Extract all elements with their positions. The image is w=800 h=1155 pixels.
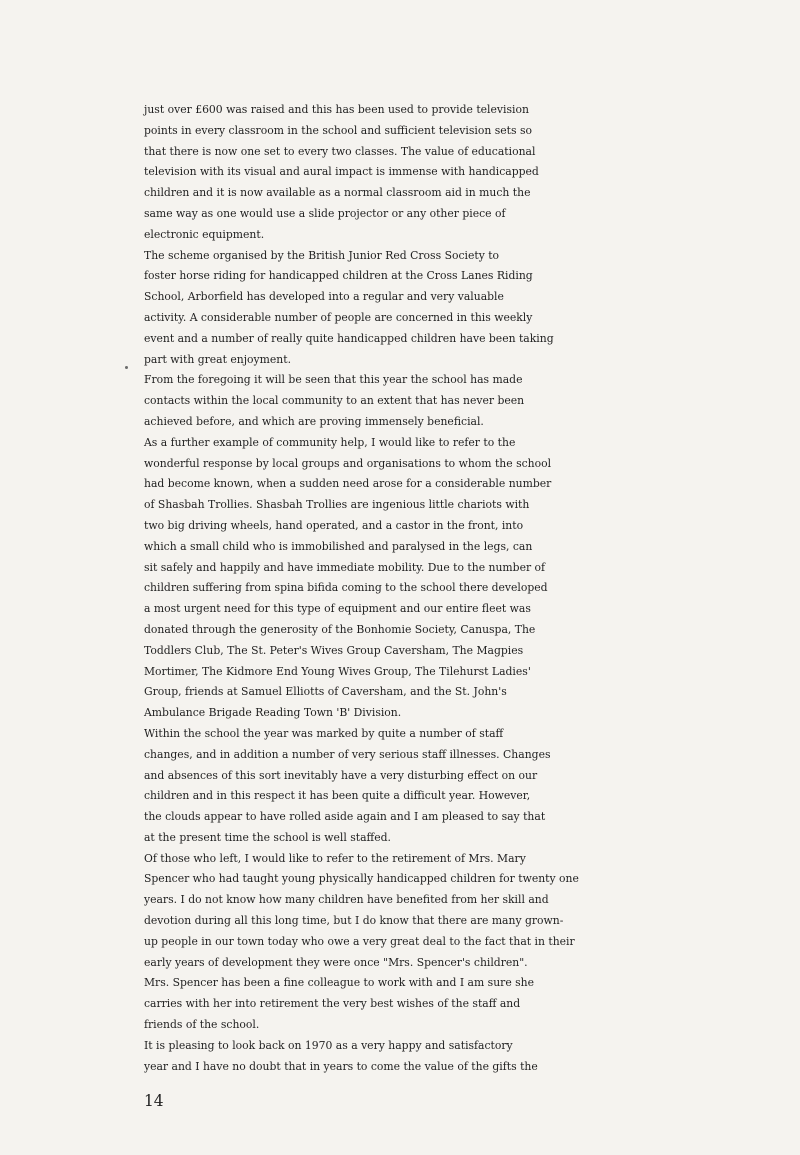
text-line: two big driving wheels, hand operated, and a castor in the front, into	[144, 518, 524, 532]
text-line: up people in our town today who owe a very great deal to the fact that in their	[144, 934, 575, 948]
text-line: activity. A considerable number of people are concerned in this weekly	[144, 310, 533, 324]
text-line: children suffering from spina bifida coming to the school there developed	[144, 581, 548, 595]
text-line: early years of development they were once "Mrs. Spencer's children".	[144, 955, 528, 969]
text-line: that there is now one set to every two classes. The value of educational	[144, 144, 536, 158]
text-line: devotion during all this long time, but I do know that there are many grown-	[144, 914, 564, 928]
text-line: Of those who left, I would like to refer to the retirement of Mrs. Mary	[144, 851, 526, 865]
text-line: which a small child who is immobilished and paralysed in the legs, can	[144, 539, 533, 553]
text-line: year and I have no doubt that in years to come the value of the gifts the	[144, 1059, 538, 1073]
text-line: Mrs. Spencer has been a fine colleague to work with and I am sure she	[144, 976, 535, 990]
text-line: Ambulance Brigade Reading Town 'B' Division.	[144, 706, 402, 720]
text-line: television with its visual and aural impact is immense with handicapped	[144, 165, 539, 179]
text-line: Within the school the year was marked by quite a number of staff	[144, 726, 504, 740]
text-line: of Shasbah Trollies. Shasbah Trollies are ingenious little chariots with	[144, 498, 530, 512]
text-line: As a further example of community help, I would like to refer to the	[144, 435, 516, 449]
text-line: achieved before, and which are proving immensely beneficial.	[144, 414, 484, 428]
text-line: wonderful response by local groups and organisations to whom the school	[144, 456, 552, 470]
text-line: at the present time the school is well staffed.	[144, 830, 391, 844]
text-line: children and in this respect it has been quite a difficult year. However,	[144, 789, 531, 803]
body-text	[144, 100, 800, 1077]
text-line: part with great enjoyment.	[144, 352, 292, 366]
text-line: same way as one would use a slide projector or any other piece of	[144, 206, 506, 220]
text-line: friends of the school.	[144, 1018, 260, 1032]
text-line: a most urgent need for this type of equipment and our entire fleet was	[144, 602, 531, 616]
text-line: sit safely and happily and have immediate mobility. Due to the number of	[144, 560, 546, 574]
text-line: Toddlers Club, The St. Peter's Wives Group Caversham, The Magpies	[144, 643, 524, 657]
text-line: contacts within the local community to an extent that has never been	[144, 394, 525, 408]
text-line: School, Arborfield has developed into a regular and very valuable	[144, 290, 504, 304]
text-line: donated through the generosity of the Bonhomie Society, Canuspa, The	[144, 622, 536, 636]
text-line: Spencer who had taught young physically handicapped children for twenty one	[144, 872, 579, 886]
text-line: It is pleasing to look back on 1970 as a very happy and satisfactory	[144, 1038, 513, 1052]
text-line: changes, and in addition a number of very serious staff illnesses. Changes	[144, 747, 551, 761]
text-line: years. I do not know how many children have benefited from her skill and	[144, 893, 549, 907]
text-line: the clouds appear to have rolled aside again and I am pleased to say that	[144, 810, 546, 824]
text-line: just over £600 was raised and this has been used to provide television	[144, 103, 529, 116]
text-line: The scheme organised by the British Junior Red Cross Society to	[144, 248, 500, 262]
text-line: had become known, when a sudden need arose for a considerable number	[144, 477, 552, 491]
text-line: foster horse riding for handicapped children at the Cross Lanes Riding	[144, 269, 533, 283]
margin-speck	[125, 366, 128, 369]
text-line: Group, friends at Samuel Elliotts of Caversham, and the St. John's	[144, 685, 507, 699]
text-line: Mortimer, The Kidmore End Young Wives Group, The Tilehurst Ladies'	[144, 664, 531, 678]
text-line: points in every classroom in the school and sufficient television sets so	[144, 123, 533, 137]
text-line: electronic equipment.	[144, 227, 265, 241]
page-number: 14	[144, 1092, 164, 1110]
text-line: event and a number of really quite handicapped children have been taking	[144, 331, 554, 345]
text-line: From the foregoing it will be seen that this year the school has made	[144, 373, 523, 387]
text-line: and absences of this sort inevitably have a very disturbing effect on our	[144, 768, 538, 782]
text-line: carries with her into retirement the very best wishes of the staff and	[144, 997, 521, 1011]
text-line: children and it is now available as a normal classroom aid in much the	[144, 186, 531, 200]
